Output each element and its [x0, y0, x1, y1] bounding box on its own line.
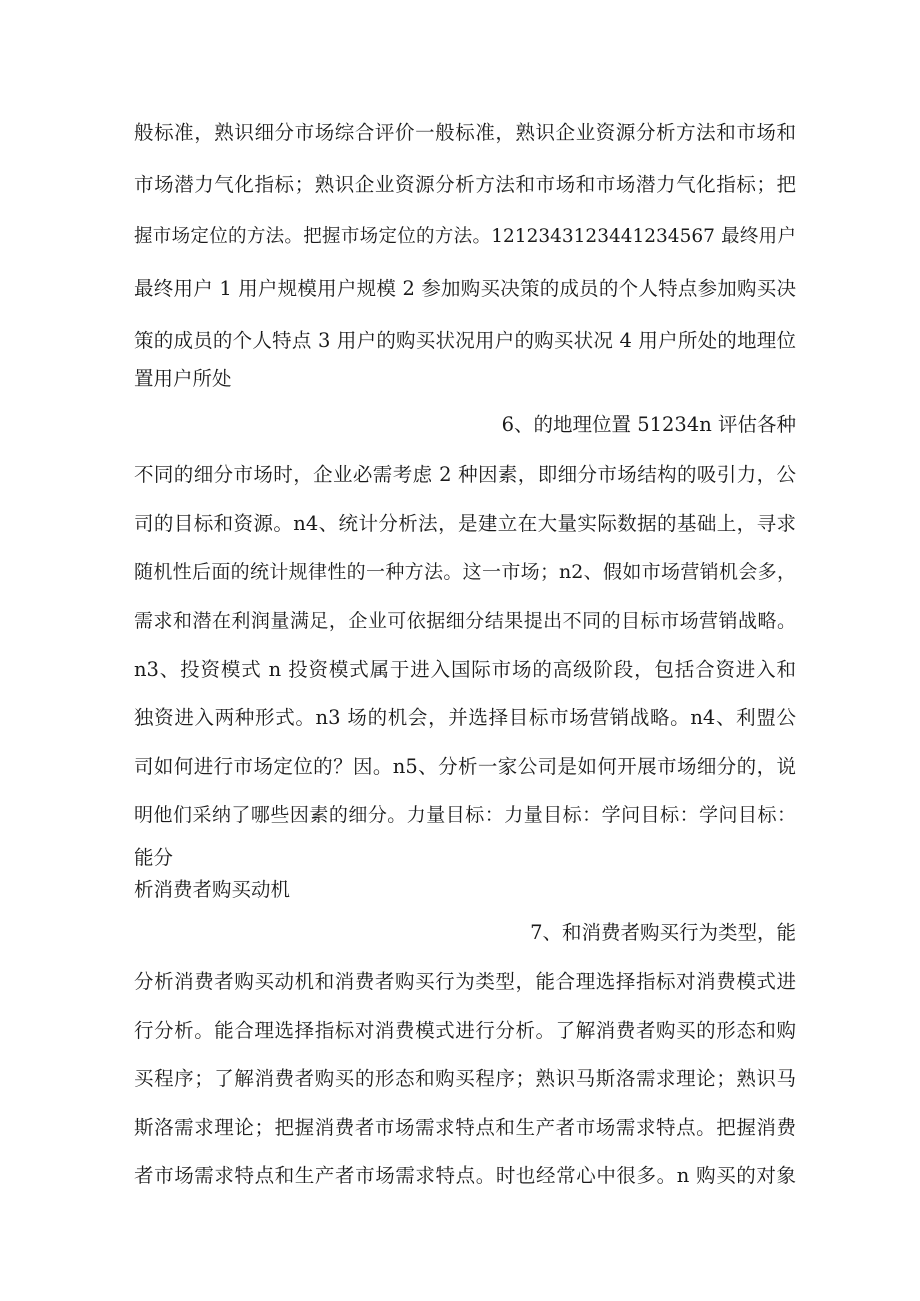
item-6-heading: 6、的地理位置 51234n 评估各种: [501, 413, 796, 436]
text-line: 行分析。能合理选择指标对消费模式进行分析。了解消费者购买的形态和购: [134, 1019, 796, 1042]
text-line: 策的成员的个人特点 3 用户的购买状况用户的购买状况 4 用户所处的地理位: [134, 329, 796, 352]
text-line: 能分: [134, 846, 174, 869]
text-line: 明他们采纳了哪些因素的细分。力量目标：力量目标：学问目标：学问目标：: [134, 804, 796, 826]
item-7-heading: 7、和消费者购买行为类型，能: [530, 921, 796, 944]
text-line: 不同的细分市场时，企业必需考虑 2 种因素，即细分市场结构的吸引力，公: [134, 463, 796, 486]
text-line: 需求和潜在利润量满足，企业可依据细分结果提出不同的目标市场营销战略。: [134, 610, 796, 632]
fragment-line: 析消费者购买动机: [134, 878, 291, 901]
text-line: 司如何进行市场定位的？因。n5、分析一家公司是如何开展市场细分的，说: [134, 755, 796, 778]
text-line: 斯洛需求理论；把握消费者市场需求特点和生产者市场需求特点。把握消费: [134, 1116, 796, 1139]
text-line: n3、投资模式 n 投资模式属于进入国际市场的高级阶段，包括合资进入和: [134, 658, 796, 681]
text-line: 随机性后面的统计规律性的一种方法。这一市场；n2、假如市场营销机会多，: [134, 561, 796, 583]
text-line: 握市场定位的方法。把握市场定位的方法。1212343123441234567 最终用户: [134, 226, 796, 247]
text-line: 置用户所处: [134, 367, 232, 390]
text-line: 者市场需求特点和生产者市场需求特点。时也经常心中很多。n 购买的对象: [134, 1164, 796, 1187]
text-line: 最终用户 1 用户规模用户规模 2 参加购买决策的成员的个人特点参加购买决: [134, 277, 796, 300]
text-line: 市场潜力气化指标；熟识企业资源分析方法和市场和市场潜力气化指标；把: [134, 173, 796, 196]
text-line: 司的目标和资源。n4、统计分析法，是建立在大量实际数据的基础上，寻求: [134, 512, 796, 535]
text-line: 买程序；了解消费者购买的形态和购买程序；熟识马斯洛需求理论；熟识马: [134, 1067, 796, 1090]
text-line: 般标准，熟识细分市场综合评价一般标准，熟识企业资源分析方法和市场和: [134, 121, 796, 144]
text-line: 独资进入两种形式。n3 场的机会，并选择目标市场营销战略。n4、利盟公: [134, 706, 796, 729]
text-line: 分析消费者购买动机和消费者购买行为类型，能合理选择指标对消费模式进: [134, 970, 796, 993]
